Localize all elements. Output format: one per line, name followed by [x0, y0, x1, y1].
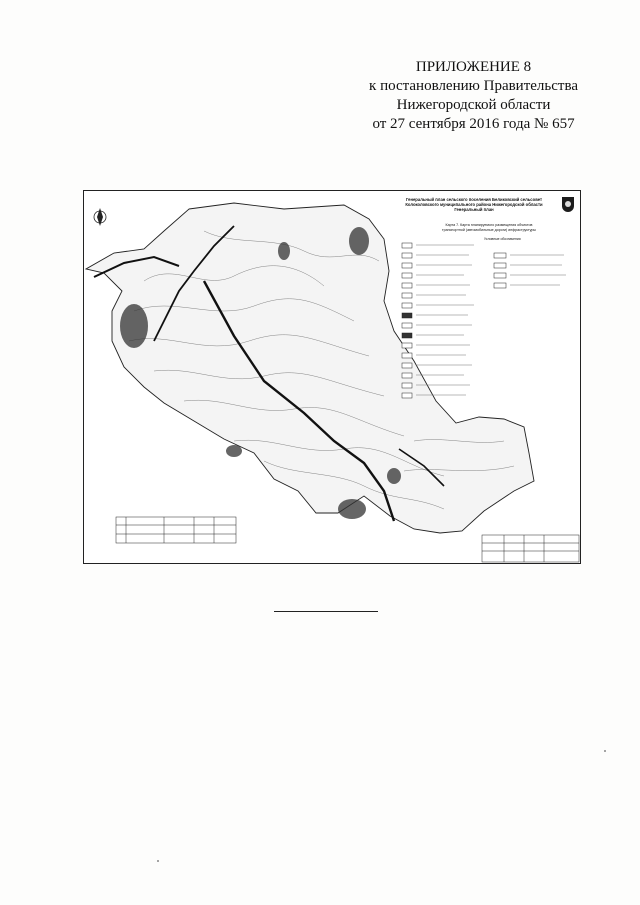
closing-rule [274, 611, 378, 612]
decree-line: к постановлению Правительства [369, 78, 578, 94]
map-drawing [84, 191, 580, 563]
region-line: Нижегородской области [396, 97, 551, 113]
appendix-title: ПРИЛОЖЕНИЕ 8 [415, 59, 532, 75]
map-sheet [83, 190, 581, 564]
map-plan-title: Генеральный план сельского поселения Беликовский сельсовет Колоколовского муниципального района Нижегородской области Генеральный план [405, 197, 543, 213]
scan-speck [157, 860, 159, 862]
date-line: от 27 сентября 2016 года № 657 [372, 116, 575, 132]
north-arrow [94, 208, 106, 226]
scan-speck [604, 750, 606, 752]
objects-table [116, 517, 236, 543]
title-block [482, 535, 579, 562]
map-subtitle: Карта 7. Карта планируемого размещения объектов транспортной (автомобильные дороги) инфраструктуры [441, 223, 536, 232]
document-header [369, 58, 578, 134]
legend-text-lines [416, 245, 566, 395]
legend-heading: Условные обозначения [484, 237, 521, 241]
territory-outline [86, 203, 534, 533]
